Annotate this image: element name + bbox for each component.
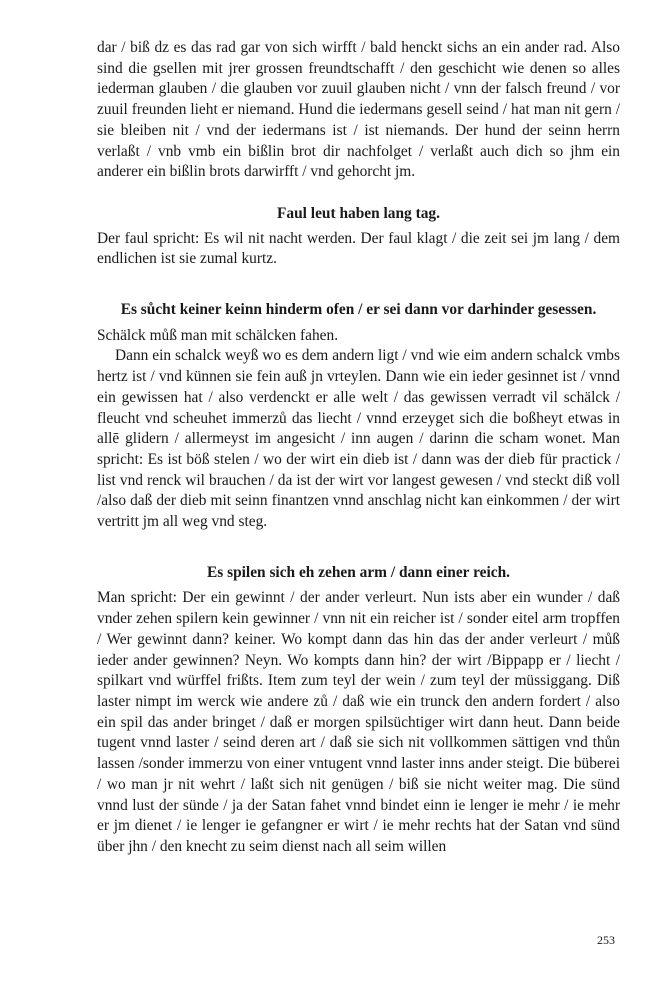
section-paragraph: Der faul spricht: Es wil nit nacht werden. Der faul klagt / die zeit sei jm lang / dem endlichen ist sie zumal kurtz. xyxy=(97,229,620,268)
page-number: 253 xyxy=(597,933,615,947)
section-paragraph: Man spricht: Der ein gewinnt / der ander verleurt. Nun ists aber ein wunder / daß vnder zehen spilern kein gewinner / vnn nit ein reicher ist / sonder eitel arm tropffen / Wer gewinnt dann? keiner. Wo kompt dann das hin das der ander verleurt / můß ieder ander gewinnen? Neyn. Wo kompts dann hin? der wirt /Bippapp er / liecht / spilkart vnd würffel frißts. Item zum teyl der wein / zum teyl der müssiggang. Diß laster nimpt im werck wie andere zů / daß wie ein trunck den andern fordert / also ein spil das ander bringet / daß er morgen spilsüchtiger wirt dann heut. Dann beide tugent vnnd laster / seind deren art / daß sie sich nit vollkommen sättigen vnd thůn lassen /sonder immerzu von einer vntugent vnnd laster inns ander steigt. Die büberei / wo man jr nit wehrt / laßt sich nit genügen / biß sie nicht weiter mag. Die sünd vnnd lust der sünde / ja der Satan fahet vnnd bindet einn ie lenger ie mehr / ie mehr er jm dienet / ie lenger ie gefangner er wirt / ie mehr rechts hat der Satan vnd sünd über jhn / den knecht zu seim dienst nach all seim willen xyxy=(97,589,620,855)
opening-paragraph: dar / biß dz es das rad gar von sich wirfft / bald henckt sichs an ein ander rad. Also sind die gsellen mit jrer grossen freundtschafft / den geschicht wie denen so alles iederman glauben / die glauben vor zuuil glauben nicht / vnn der falsch freund / vor zuuil freunden lieht er niemand. Hund die iedermans gesell seind / hat man nit gern / sie bleiben nit / vnd der iedermans ist / ist niemands. Der hund der seinn herrn verlaßt / vnb vmb ein bißlin brot dir nachfolget / verlaßt auch dich so jhm ein anderer ein bißlin brots darwirfft / vnd gehorcht jm. xyxy=(97,39,620,181)
section-paragraph: Schälck můß man mit schälcken fahen. xyxy=(97,326,339,344)
section-heading-hinderm-ofen: Es sůcht keiner keinn hinderm ofen / er sei dann vor darhinder gesessen. xyxy=(120,301,597,319)
section-paragraph: Dann ein schalck weyß wo es dem andern ligt / vnd wie eim andern schalck vmbs hertz ist / vnd künnen sie fein auß jn vrteylen. Dann wie ein ieder gesinnet ist / vnnd ein gewissen hat / also verdenckt er alle welt / das gewissen verradt vil schälck / fleucht vnd scheuhet immerzů das liecht / vnnd erzeyget sich die boßheyt etwas in allē glidern / allermeyst im angesicht / inn augen / darinn die scham wonet. Man spricht: Es ist böß stelen / wo der wirt ein dieb ist / dann was der dieb für practick / list vnd renck wil brauchen / da ist der wirt vor langest gewesen / vnd steckt diß voll /also daß der dieb mit seinn finantzen vnnd anschlag nicht kan einkommen / der wirt vertritt jm all weg vnd steg. xyxy=(97,347,620,531)
section-heading-zehen-arm: Es spilen sich eh zehen arm / dann einer reich. xyxy=(207,563,510,581)
page-body xyxy=(97,38,620,858)
section-heading-faul-leut: Faul leut haben lang tag. xyxy=(277,204,440,222)
